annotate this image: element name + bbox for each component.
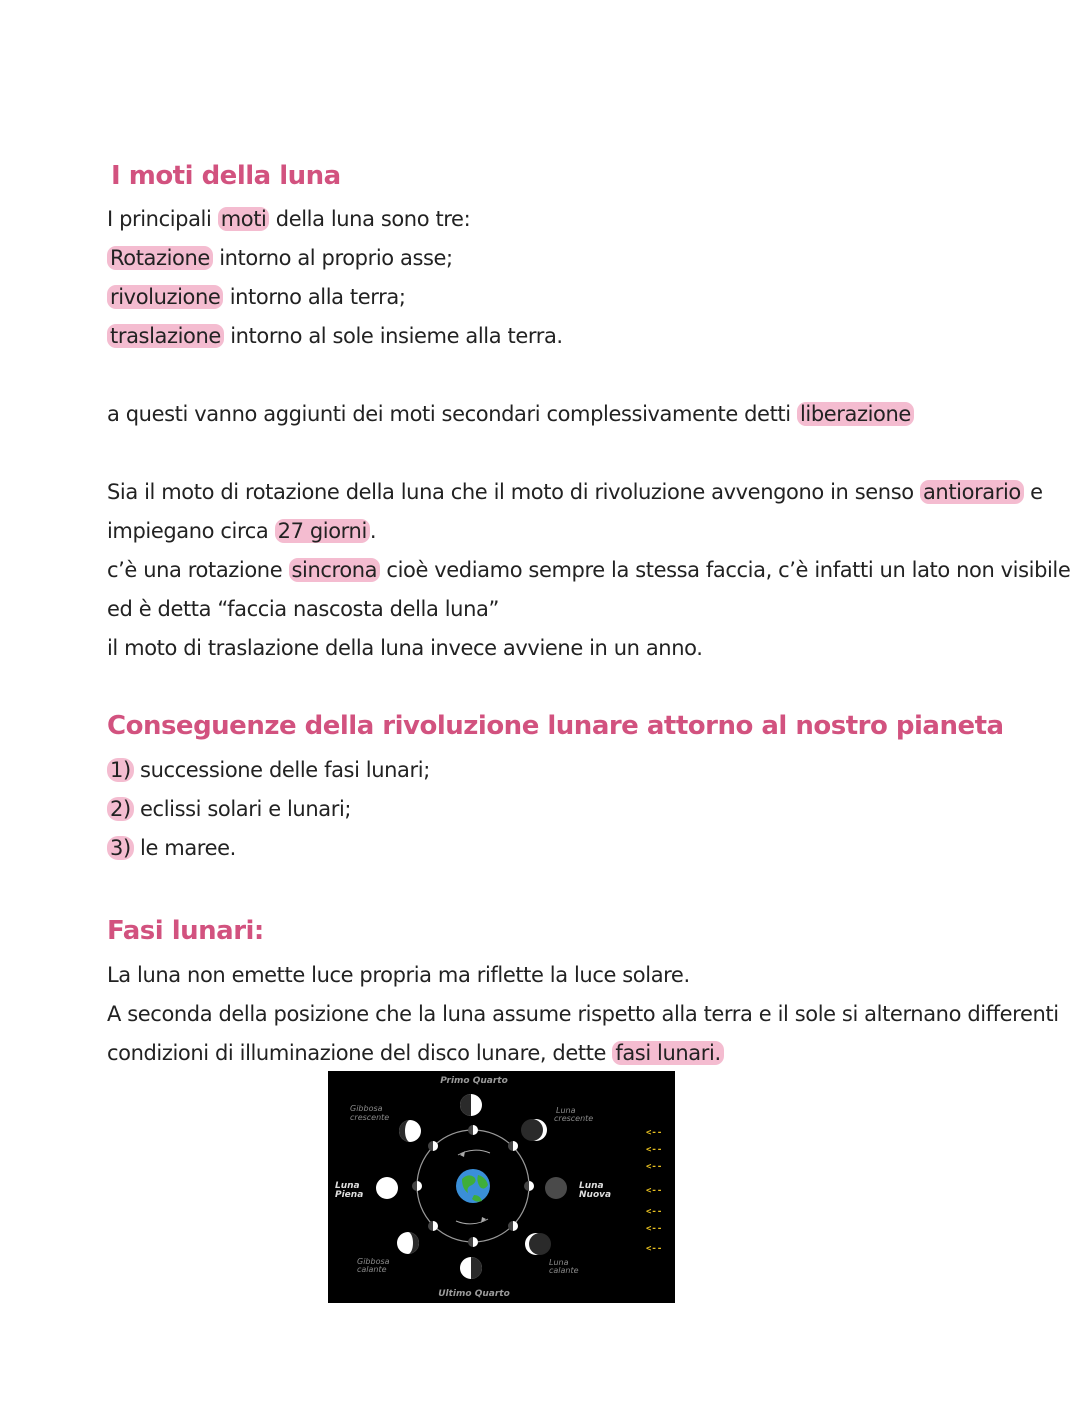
highlight: 27 giorni xyxy=(275,519,370,543)
moon-phases-svg xyxy=(328,1071,675,1303)
label-luna-piena-1: Luna xyxy=(335,1181,360,1191)
sunlight-arrow-icon: <-- xyxy=(646,1128,663,1138)
sunlight-arrow-icon: <-- xyxy=(646,1244,663,1254)
label-ultimo-quarto: Ultimo Quarto xyxy=(438,1289,510,1299)
text-line: Rotazione intorno al proprio asse; xyxy=(107,243,453,273)
highlight: moti xyxy=(218,207,270,231)
list-item: 1) successione delle fasi lunari; xyxy=(107,755,430,785)
text-line: rivoluzione intorno alla terra; xyxy=(107,282,406,312)
section-title-conseguenze: Conseguenze della rivoluzione lunare attorno al nostro pianeta xyxy=(107,711,1004,741)
text-line: A seconda della posizione che la luna assume rispetto alla terra e il sole si alternano differenti xyxy=(107,1002,1059,1026)
sunlight-arrow-icon: <-- xyxy=(646,1224,663,1234)
label-gibbosa-calante-1: Gibbosa xyxy=(357,1257,390,1266)
text-line: traslazione intorno al sole insieme alla terra. xyxy=(107,321,563,351)
luna-crescente-moon-icon xyxy=(521,1119,547,1141)
sunlight-arrow-icon: <-- xyxy=(646,1162,663,1172)
text-line: Sia il moto di rotazione della luna che il moto di rivoluzione avvengono in senso antiorario e xyxy=(107,480,1043,504)
label-luna-crescente-2: crescente xyxy=(554,1114,594,1123)
primo-quarto-moon-icon xyxy=(460,1094,482,1116)
luna-calante-moon-icon xyxy=(525,1233,551,1255)
highlight: Rotazione xyxy=(107,246,213,270)
text-line: il moto di traslazione della luna invece avviene in un anno. xyxy=(107,636,703,660)
gibbosa-calante-moon-icon xyxy=(397,1232,419,1254)
sunlight-arrow-icon: <-- xyxy=(646,1145,663,1155)
list-item: 2) eclissi solari e lunari; xyxy=(107,794,351,824)
item-number: 2) xyxy=(107,797,134,821)
gibbosa-crescente-moon-icon xyxy=(399,1120,421,1142)
label-luna-calante-2: calante xyxy=(549,1266,579,1275)
highlight: traslazione xyxy=(107,324,224,348)
label-luna-calante-1: Luna xyxy=(549,1258,569,1267)
text-line: a questi vanno aggiunti dei moti secondari complessivamente detti liberazione xyxy=(107,399,914,429)
label-luna-crescente-1: Luna xyxy=(556,1106,576,1115)
item-number: 1) xyxy=(107,758,134,782)
highlight: antiorario xyxy=(920,480,1024,504)
label-gibbosa-crescente-1: Gibbosa xyxy=(350,1104,383,1113)
label-gibbosa-calante-2: calante xyxy=(357,1265,387,1274)
list-item: 3) le maree. xyxy=(107,833,236,863)
label-luna-nuova-2: Nuova xyxy=(579,1190,612,1200)
sunlight-arrows xyxy=(646,1128,662,1254)
text-line: ed è detta “faccia nascosta della luna” xyxy=(107,597,499,621)
highlight: sincrona xyxy=(289,558,381,582)
sunlight-arrow-icon: <-- xyxy=(646,1207,663,1217)
luna-nuova-moon-icon xyxy=(545,1177,567,1199)
text-line: La luna non emette luce propria ma riflette la luce solare. xyxy=(107,963,690,987)
section-title-fasi: Fasi lunari: xyxy=(107,916,264,946)
section-title-moti: I moti della luna xyxy=(111,161,341,191)
moon-phases-diagram xyxy=(328,1071,675,1303)
text-line: condizioni di illuminazione del disco lunare, dette fasi lunari. xyxy=(107,1038,724,1068)
luna-piena-moon-icon xyxy=(376,1177,398,1199)
ultimo-quarto-moon-icon xyxy=(460,1257,482,1279)
highlight: liberazione xyxy=(797,402,914,426)
label-primo-quarto: Primo Quarto xyxy=(440,1076,508,1086)
highlight: fasi lunari. xyxy=(612,1041,723,1065)
label-gibbosa-crescente-2: crescente xyxy=(350,1113,390,1122)
label-luna-piena-2: Piena xyxy=(335,1190,364,1200)
highlight: rivoluzione xyxy=(107,285,223,309)
item-number: 3) xyxy=(107,836,134,860)
text-line: I principali moti della luna sono tre: xyxy=(107,207,471,231)
sunlight-arrow-icon: <-- xyxy=(646,1186,663,1196)
text-line: c’è una rotazione sincrona cioè vediamo sempre la stessa faccia, c’è infatti un lato non visibile xyxy=(107,558,1071,582)
label-luna-nuova-1: Luna xyxy=(579,1181,604,1191)
text-line: impiegano circa 27 giorni . xyxy=(107,519,377,543)
